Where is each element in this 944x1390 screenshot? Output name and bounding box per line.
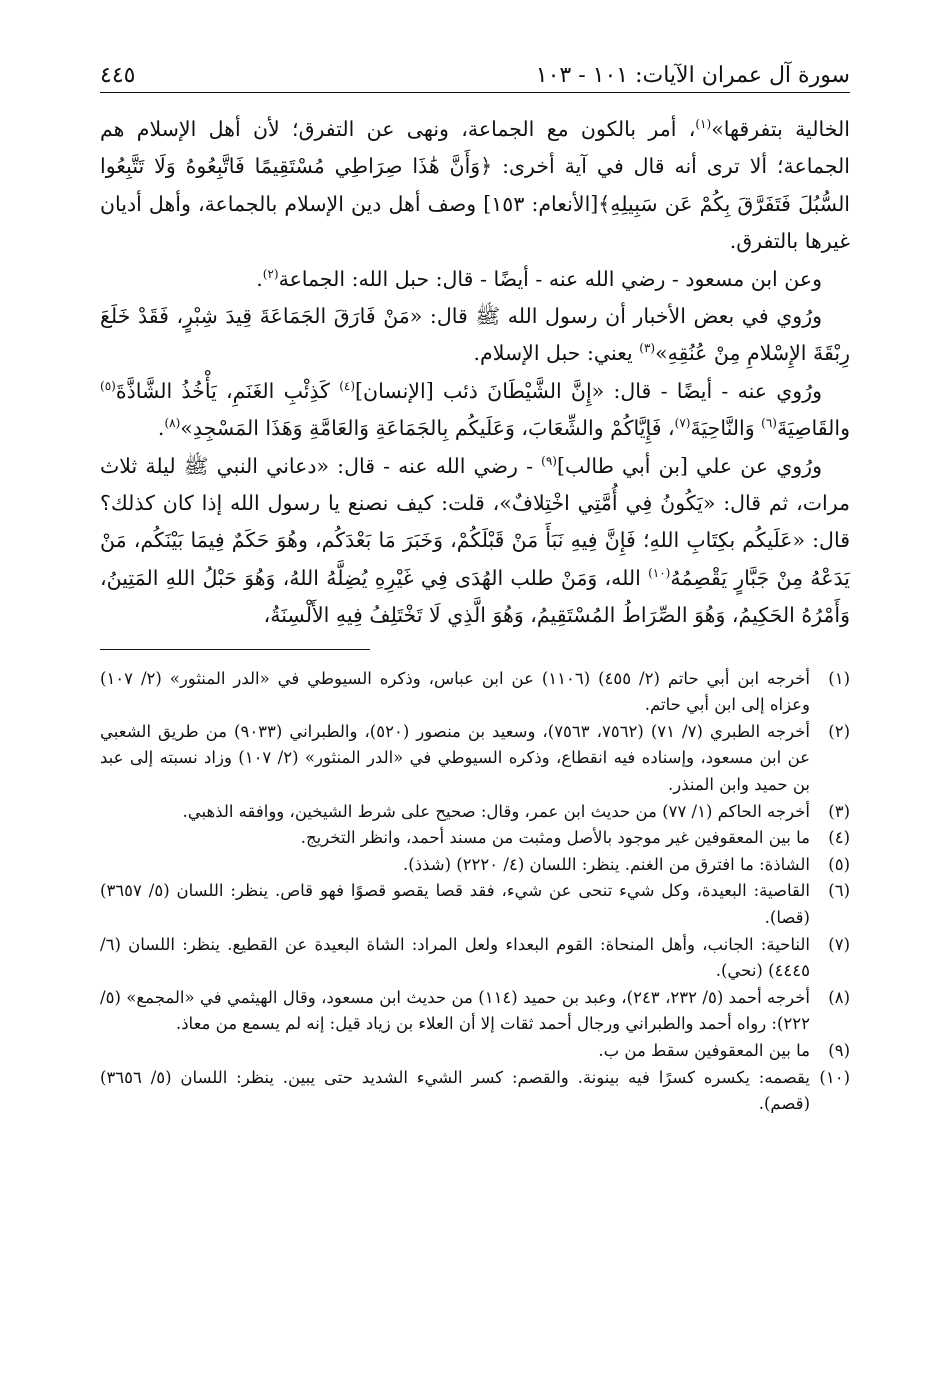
footnote-ref: (٢) [262,266,279,281]
paragraph-text: ورُوي في بعض الأخبار أن رسول الله ﷺ قال: «مَنْ فَارَقَ الجَمَاعَةَ قِيدَ شِبْرٍ، فَقَدْ خَلَعَ رِبْقَةَ الإِسْلامِ مِنْ عُنُقِهِ» [100,304,850,366]
page-number: ٤٤٥ [100,63,136,88]
paragraph [100,373,850,448]
footnote-number: (٦) [828,881,850,901]
footnote-text: ما بين المعقوفين سقط من ب. [598,1041,810,1060]
main-text [100,111,850,635]
paragraph-text: ، أمر بالكون مع الجماعة، ونهى عن التفرق؛ لأن أهل الإسلام هم الجماعة؛ ألا ترى أنه قال في آية أخرى: ﴿وَأَنَّ هَٰذَا صِرَاطِي مُسْتَقِيمًا فَاتَّبِعُوهُ وَلَا تَتَّبِعُوا السُّبُلَ فَتَفَرَّقَ بِكُمْ عَن سَبِيلِهِ﴾[الأنعام: ١٥٣] وصف أهل دين الإسلام بالجماعة، وأهل أديان غيرها بالتفرق. [100,117,851,254]
paragraph [100,298,850,373]
paragraph-text: يعني: حبل الإسلام. [473,341,640,366]
footnote-ref: (٣) [639,341,656,356]
footnote [100,799,850,826]
footnote [100,666,850,719]
footnote-text: أخرجه ابن أبي حاتم (٢/ ٤٥٥) (١١٠٦) عن ابن عباس، وذكره السيوطي في «الدر المنثور» (٢/ ١٠٧) وعزاه إلى ابن أبي حاتم. [100,668,810,715]
footnote-ref: (٩) [541,453,557,468]
footnote-number: (١) [828,668,850,688]
footnote-ref: (١٠) [648,566,671,581]
paragraph-text: وَالنَّاحِيَةَ [690,416,762,441]
footnote-text: أخرجه الحاكم (١/ ٧٧) من حديث ابن عمر، وقال: صحيح على شرط الشيخين، ووافقه الذهبي. [182,801,810,821]
book-page [100,52,850,1118]
paragraph-text: الخالية بتفرقها» [711,117,850,141]
footnote-number: (٤) [828,828,850,848]
footnote [100,719,850,799]
footnote-number: (١٠) [819,1067,850,1087]
footnote-text: أخرجه أحمد (٥/ ٢٣٢، ٢٤٣)، وعبد بن حميد (١١٤) من حديث ابن مسعود، وقال الهيثمي في «المجمع» (٥/ ٢٢٢): رواه أحمد والطبراني ورجال أحمد ثقات إلا أن العلاء بن زياد قيل: إنه لم يسمع من معاذ. [100,987,810,1034]
paragraph-text: - رضي الله عنه - قال: «دعاني النبي ﷺ ليلة ثلاث مرات، ثم قال: «يَكُونُ فِي أُمَّتِي اخْتِلافٌ»، قلت: كيف نصنع يا رسول الله إذا كان كذلك؟ قال: «عَلَيكُم بكِتَابِ اللهِ؛ فَإِنَّ فِيهِ نَبَأَ مَنْ قَبْلَكُمْ، وَخَبَرَ مَا بَعْدَكُم، وهُوَ حَكَمٌ فِيمَا بَيْنَكُم، مَنْ يَدَعْهُ مِنْ جَبَّارٍ يَقْصِمُهُ [100,453,850,590]
footnote-text: الشاذة: ما افترق من الغنم. ينظر: اللسان (٤/ ٢٢٢٠) (شذذ). [403,854,810,874]
footnote-number: (٢) [828,721,850,741]
paragraph-text: وعن ابن مسعود - رضي الله عنه - أيضًا - قال: حبل الله: الجماعة [278,266,822,291]
footnote [100,932,850,985]
footnote-ref: (٤) [339,379,356,394]
paragraph [100,261,850,298]
footnote-ref: (٨) [164,416,181,431]
paragraph-text: والقَاصِيَةَ [776,416,850,441]
footnote-number: (٩) [828,1041,850,1060]
page-header [100,52,850,93]
paragraph-text: . [256,266,263,291]
footnote-text: القاصية: البعيدة، وكل شيء تنحى عن شيء، فقد قصا يقصو قصوًا فهو قاص. ينظر: اللسان (٥/ ٣٦٥٧) (قصا). [100,881,810,928]
footnote-number: (٥) [828,854,850,874]
footnote-ref: (١) [695,117,712,132]
footnote [100,1065,850,1118]
paragraph-text: كَذِئْبِ الغَنَمِ، يَأْخُذُ الشَّاذَّةَ [115,378,340,403]
paragraph [100,111,850,261]
paragraph-text: الله، وَمَنْ طلب الهُدَى فِي غَيْرِهِ يُضِلَّهُ اللهُ، وَهُوَ حَبْلُ اللهِ المَتِينُ، وَأَمْرُهُ الحَكِيمُ، وَهُوَ الصِّرَاطُ المُسْتَقِيمُ، وَهُوَ الَّذِي لَا تَخْتَلِفُ فِيهِ الأَلْسِنَةُ، [100,565,850,628]
footnote-number: (٧) [828,934,850,954]
paragraph [100,448,850,635]
footnote-ref: (٥) [100,379,116,394]
footnote [100,852,850,879]
paragraph-text: ورُوي عنه - أيضًا - قال: «إِنَّ الشَّيْطَانَ ذئب [الإنسان] [355,378,822,403]
footnote [100,878,850,931]
footnote [100,825,850,852]
paragraph-text: ، فَإِيَّاكُمْ والشِّعَابَ، وَعَلَيكُم بِالجَمَاعَةِ وَالعَامَّةِ وَهَذَا المَسْجِدِ» [180,416,675,441]
footnote-text: الناحية: الجانب، وأهل المنحاة: القوم البعداء ولعل المراد: الشاة البعيدة عن القطيع. ينظر: اللسان (٦/ ٤٤٤٥) (نحي). [100,934,810,981]
footnote [100,1038,850,1065]
paragraph-text: . [157,416,165,441]
footnotes [100,666,850,1118]
paragraph-text: ورُوي عن علي [بن أبي طالب] [556,453,822,478]
running-title: سورة آل عمران الآيات: ١٠١ - ١٠٣ [535,63,850,88]
footnote-ref: (٧) [674,416,691,431]
footnote-text: ما بين المعقوفين غير موجود بالأصل ومثبت من مسند أحمد، وانظر التخريج. [300,828,810,848]
footnote-text: يقصمه: يكسره كسرًا فيه بينونة. والقصم: كسر الشيء الشديد حتى يبين. ينظر: اللسان (٥/ ٣٦٥٦) (قصم). [100,1067,810,1114]
footnote-separator [100,649,370,650]
footnote-text: أخرجه الطبري (٧/ ٧١) (٧٥٦٢، ٧٥٦٣)، وسعيد بن منصور (٥٢٠)، والطبراني (٩٠٣٣) من طريق الشعبي عن ابن مسعود، وإسناده فيه انقطاع، وذكره السيوطي في «الدر المنثور» (٢/ ١٠٧) وزاد نسبته إلى عبد بن حميد وابن المنذر. [100,721,810,795]
footnote [100,985,850,1038]
footnote-ref: (٦) [761,416,777,431]
footnote-number: (٨) [828,987,850,1007]
footnote-number: (٣) [828,801,850,821]
